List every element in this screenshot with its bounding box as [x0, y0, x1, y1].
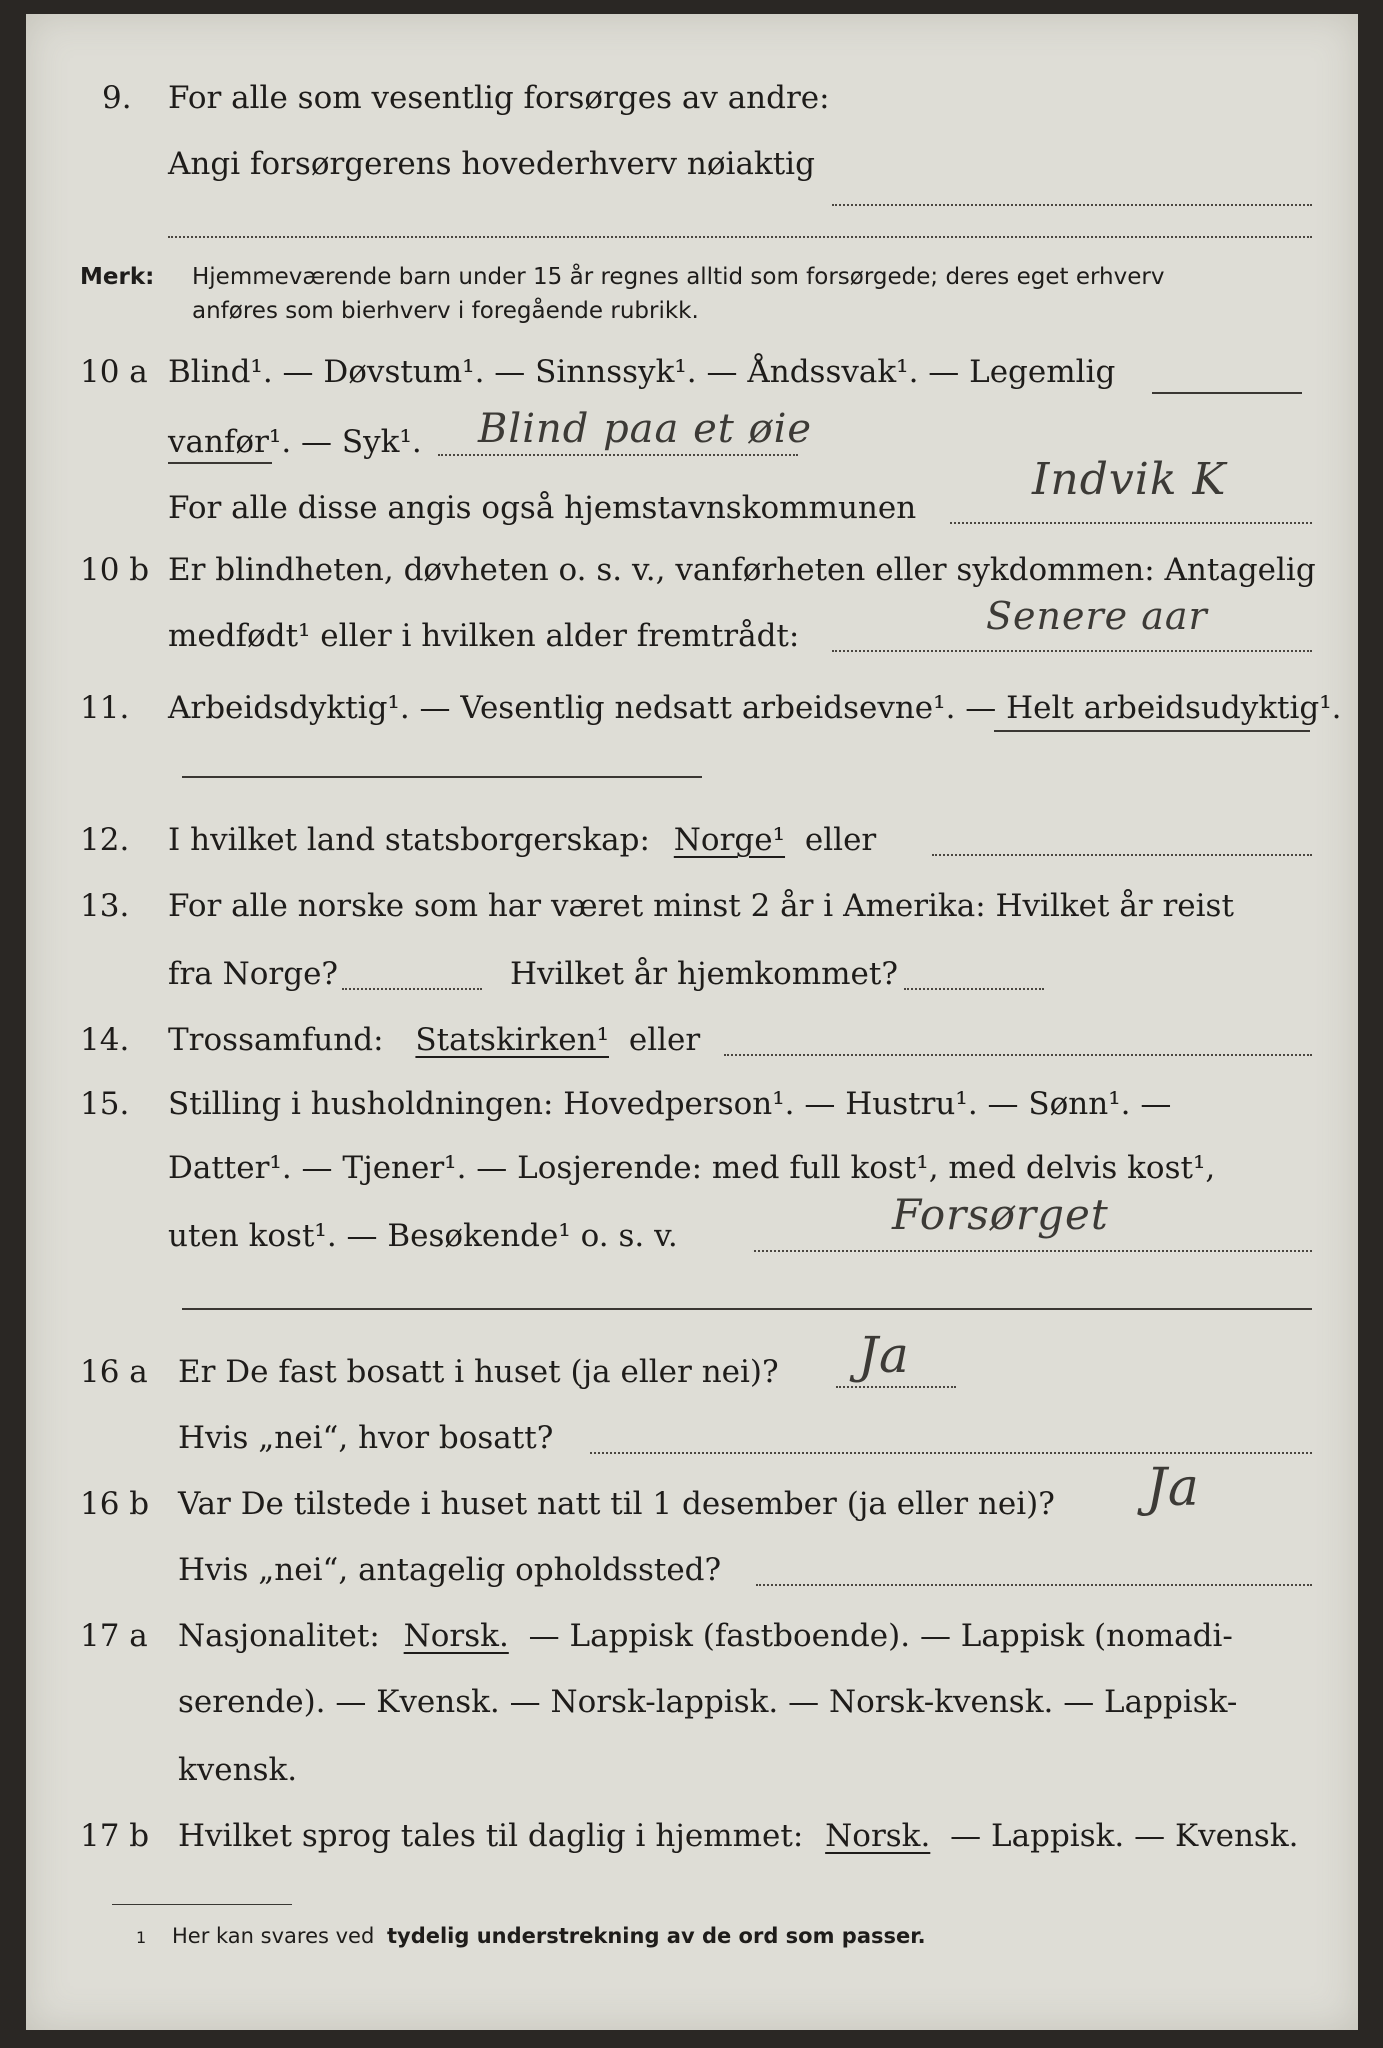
census-form-page — [26, 14, 1358, 2030]
q15-line1: Stilling i husholdningen: Hovedperson¹. — Hustru¹. — Sønn¹. — — [168, 1086, 1172, 1122]
q17b-line — [178, 1818, 1298, 1854]
q13-line2b: Hvilket år hjemkommet? — [510, 956, 898, 992]
footnote-rule — [112, 1904, 292, 1905]
q9-number: 9. — [102, 80, 132, 116]
q15-number: 15. — [80, 1086, 130, 1122]
q14-number: 14. — [80, 1022, 130, 1058]
q16a-line1: Er De fast bosatt i huset (ja eller nei)? — [178, 1354, 779, 1390]
q9-line1: For alle som vesentlig forsørges av andre: — [168, 80, 830, 116]
q13-hjemkommet-answer-line[interactable] — [904, 988, 1044, 990]
q14-line — [168, 1022, 700, 1058]
q14-tail: eller — [628, 1022, 701, 1058]
q17a-line1 — [178, 1618, 1233, 1654]
q16a-answer-line[interactable] — [836, 1386, 956, 1388]
q15-line2: Datter¹. — Tjener¹. — Losjerende: med full kost¹, med delvis kost¹, — [168, 1150, 1216, 1186]
legemlig-underline — [1152, 392, 1302, 394]
q12-answer-line[interactable] — [932, 854, 1312, 856]
q16b-opholdssted-answer-line[interactable] — [756, 1584, 1312, 1586]
q10a-line3: For alle disse angis også hjemstavnskommunen — [168, 490, 917, 526]
merk-label: Merk: — [80, 264, 155, 290]
q9-line2: Angi forsørgerens hovederhverv nøiaktig — [168, 146, 815, 182]
q16a-number: 16 a — [80, 1354, 148, 1390]
q16b-number: 16 b — [80, 1486, 150, 1522]
q16b-line2: Hvis „nei“, antagelig opholdssted? — [178, 1552, 722, 1588]
q11-line1: Arbeidsdyktig¹. — Vesentlig nedsatt arbeidsevne¹. — Helt arbeidsudyktig¹. — [168, 690, 1342, 726]
q12-tail: eller — [804, 822, 877, 858]
q9-answer-line-2[interactable] — [168, 236, 1312, 238]
helt-arbeidsudyktig-underline — [994, 730, 1310, 732]
q10b-answer-line[interactable] — [832, 650, 1312, 652]
q17a-options-rest: — Lappisk (fastboende). — Lappisk (nomadi- — [528, 1618, 1233, 1654]
q17a-line2: serende). — Kvensk. — Norsk-lappisk. — Norsk-kvensk. — Lappisk- — [178, 1684, 1238, 1720]
q13-line2a: fra Norge? — [168, 956, 339, 992]
q17b-number: 17 b — [80, 1818, 150, 1854]
q16a-bosatt-answer-line[interactable] — [590, 1452, 1312, 1454]
q12-line — [168, 822, 876, 858]
q13-number: 13. — [80, 888, 130, 924]
q17b-option-norsk: Norsk. — [825, 1818, 931, 1854]
q11-answer-line[interactable] — [182, 776, 702, 778]
q14-text: Trossamfund: — [168, 1022, 384, 1058]
q10a-line1: Blind¹. — Døvstum¹. — Sinnssyk¹. — Åndssvak¹. — Legemlig — [168, 354, 1116, 390]
footnote-mark: 1 — [136, 1928, 147, 1947]
q10a-handwritten-answer-2: Indvik K — [1032, 454, 1227, 505]
q13-reist-answer-line[interactable] — [342, 988, 482, 990]
q17a-label: Nasjonalitet: — [178, 1618, 380, 1654]
q10b-handwritten-answer: Senere aar — [986, 594, 1208, 638]
q10a-answer-line-1[interactable] — [438, 454, 798, 456]
q15-line3: uten kost¹. — Besøkende¹ o. s. v. — [168, 1218, 678, 1254]
footnote-text-line — [172, 1924, 926, 1948]
q16a-line2: Hvis „nei“, hvor bosatt? — [178, 1420, 554, 1456]
q13-line1: For alle norske som har været minst 2 år i Amerika: Hvilket år reist — [168, 888, 1234, 924]
q17b-tail: — Lappisk. — Kvensk. — [950, 1818, 1299, 1854]
q12-number: 12. — [80, 822, 130, 858]
q14-option-statskirken: Statskirken¹ — [415, 1022, 609, 1058]
footnote-bold-text: tydelig understrekning av de ord som passer. — [386, 1924, 926, 1948]
q11-number: 11. — [80, 690, 130, 726]
q10a-answer-line-2[interactable] — [950, 522, 1312, 524]
q12-option-norge: Norge¹ — [673, 822, 786, 858]
q12-text: I hvilket land statsborgerskap: — [168, 822, 650, 858]
q16b-handwritten-answer: Ja — [1146, 1458, 1200, 1518]
q17a-line3: kvensk. — [178, 1752, 298, 1788]
q15-answer-line-2[interactable] — [182, 1308, 1312, 1310]
footnote-text: Her kan svares ved — [172, 1924, 375, 1948]
q15-answer-line[interactable] — [754, 1250, 1312, 1252]
merk-line1: Hjemmeværende barn under 15 år regnes alltid som forsørgede; deres eget erhverv — [192, 264, 1165, 290]
q10b-number: 10 b — [80, 552, 150, 588]
q10b-line1: Er blindheten, døvheten o. s. v., vanførheten eller sykdommen: Antagelig — [168, 552, 1316, 588]
q10a-handwritten-answer-1: Blind paa et øie — [478, 406, 813, 452]
q17a-option-norsk: Norsk. — [403, 1618, 509, 1654]
vanfor-underline — [168, 462, 272, 464]
q10b-line2: medfødt¹ eller i hvilken alder fremtrådt: — [168, 618, 800, 654]
q10a-number: 10 a — [80, 354, 148, 390]
q9-answer-line-1[interactable] — [832, 204, 1312, 206]
q14-answer-line[interactable] — [724, 1054, 1312, 1056]
q17a-number: 17 a — [80, 1618, 148, 1654]
q15-handwritten-answer: Forsørget — [892, 1190, 1109, 1239]
q16b-line1: Var De tilstede i huset natt til 1 desember (ja eller nei)? — [178, 1486, 1055, 1522]
q16a-handwritten-answer: Ja — [858, 1326, 910, 1384]
merk-line2: anføres som bierhverv i foregående rubrikk. — [192, 298, 699, 324]
q17b-text: Hvilket sprog tales til daglig i hjemmet: — [178, 1818, 804, 1854]
q10a-line2: vanfør¹. — Syk¹. — [168, 424, 422, 460]
